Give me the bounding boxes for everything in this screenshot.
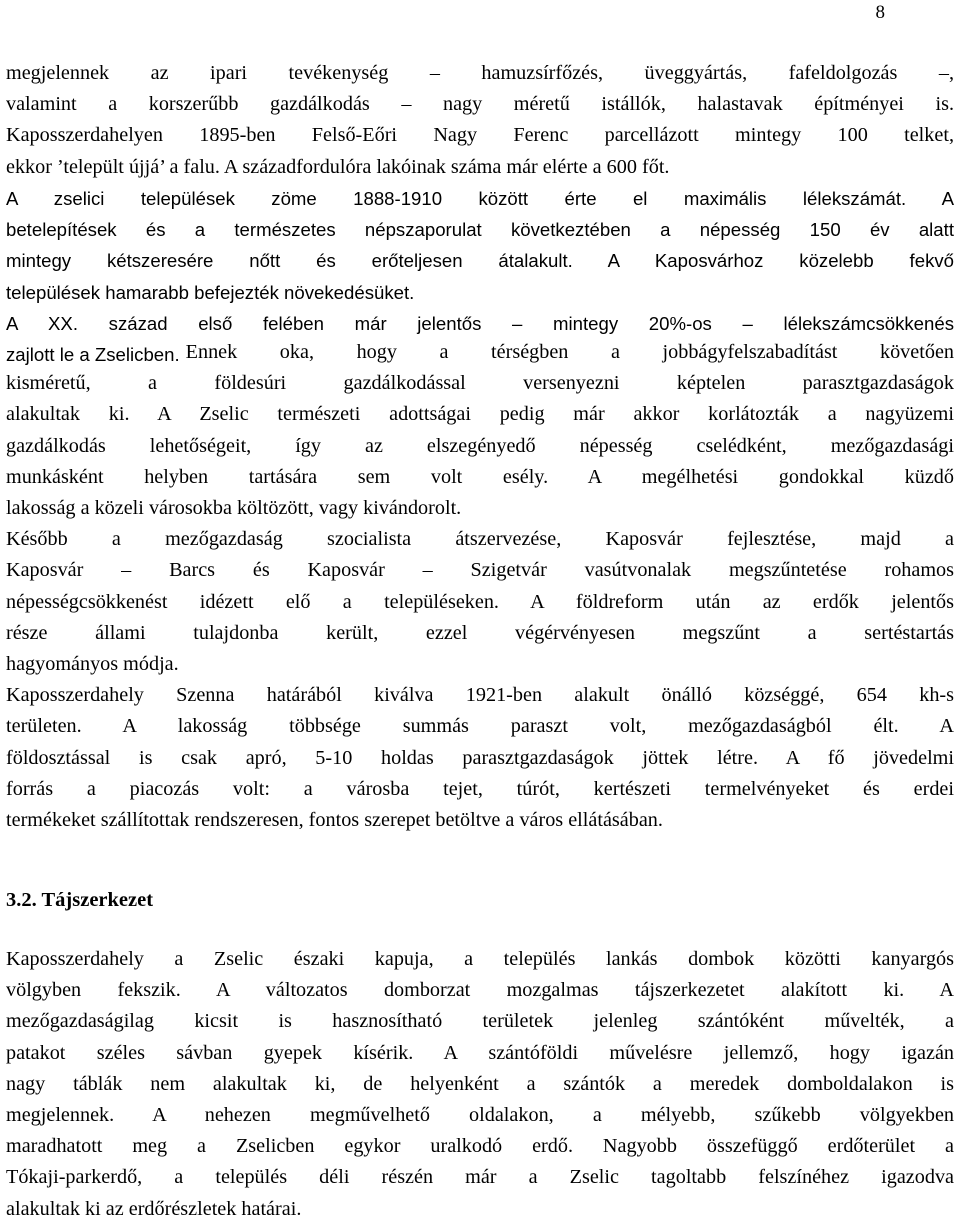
page-number: 8 (875, 2, 885, 23)
text-line: hagyományos módja. (6, 653, 179, 676)
text-line: maradhatott meg a Zselicben egykor uralkodó erdő. Nagyobb összefüggő erdőterület a (6, 1135, 954, 1158)
text-line: A zselici települések zöme 1888-1910 között érte el maximális lélekszámát. A (6, 188, 954, 209)
text-line: Később a mezőgazdaság szocialista átszervezése, Kaposvár fejlesztése, majd a (6, 528, 954, 551)
paragraph-decline (6, 337, 954, 836)
text-line: része állami tulajdonba került, ezzel végérvényesen megszűnt a sertéstartás (6, 621, 954, 644)
text-line: alakultak ki. A Zselic természeti adottságai pedig már akkor korlátozták a nagyüzemi (6, 403, 954, 426)
text-line: forrás a piacozás volt: a városba tejet, túrót, kertészeti termelvényeket és erdei (6, 777, 954, 800)
text-line: megjelennek. A nehezen megművelhető oldalakon, a mélyebb, szűkebb völgyekben (6, 1104, 954, 1127)
section-heading: 3.2. Tájszerkezet (6, 889, 154, 911)
text-line: megjelennek az ipari tevékenység – hamuzsírfőzés, üveggyártás, fafeldolgozás –, (6, 62, 954, 84)
text-line: termékeket szállítottak rendszeresen, fontos szerepet betöltve a város ellátásában. (6, 809, 663, 832)
text-line: földosztással is csak apró, 5-10 holdas parasztgazdaságok jöttek létre. A fő jövedelmi (6, 746, 954, 769)
text-line: népességcsökkenést idézett elő a településeken. A földreform után az erdők jelentős (6, 590, 954, 613)
text-line: betelepítések és a természetes népszaporulat következtében a népesség 150 év alatt (6, 219, 954, 241)
text-line: ekkor ’települt újjá’ a falu. A századfordulóra lakóinak száma már elérte a 600 főt. (6, 155, 670, 178)
paragraph-landscape (6, 944, 954, 1225)
text-line: Kaposszerdahely a Zselic északi kapuja, a település lankás dombok közötti kanyargós (6, 948, 954, 970)
text-line: gazdálkodás lehetőségeit, így az elszegényedő népesség cselédként, mezőgazdasági (6, 434, 954, 457)
text-line: alakultak ki az erdőrészletek határai. (6, 1197, 302, 1220)
text-line: kisméretű, a földesúri gazdálkodással versenyezni képtelen parasztgazdaságok (6, 372, 954, 395)
text-line: települések hamarabb befejezték növekedésüket. (6, 281, 415, 303)
text-line: lakosság a közeli városokba költözött, vagy kivándorolt. (6, 497, 462, 520)
text-line: nagy táblák nem alakultak ki, de helyenként a szántók a meredek domboldalakon is (6, 1072, 954, 1095)
text-line: Kaposszerdahelyen 1895-ben Felső-Eőri Nagy Ferenc parcellázott mintegy 100 telket, (6, 124, 954, 147)
text-line: mezőgazdaságilag kicsit is hasznosítható területek jelenleg szántóként művelték, a (6, 1010, 954, 1033)
text-line: mintegy kétszeresére nőtt és erőteljesen átalakult. A Kaposvárhoz közelebb fekvő (6, 250, 954, 272)
text-line: valamint a korszerűbb gazdálkodás – nagy méretű istállók, halastavak építményei is. (6, 93, 954, 116)
text-line: völgyben fekszik. A változatos domborzat mozgalmas tájszerkezetet alakított ki. A (6, 979, 954, 1002)
text-line: patakot széles sávban gyepek kísérik. A szántóföldi művelésre jellemző, hogy igazán (6, 1041, 954, 1064)
text-line: Kaposvár – Barcs és Kaposvár – Szigetvár vasútvonalak megszűntetése rohamos (6, 559, 954, 582)
text-line: Ennek oka, hogy a térségben a jobbágyfelszabadítást követően (185, 341, 954, 364)
text-line: zajlott le a Zselicben. (6, 344, 180, 366)
text-line: A XX. század első felében már jelentős – mintegy 20%-os – lélekszámcsökkenés (6, 312, 954, 334)
text-line: munkásként helyben tartására sem volt esély. A megélhetési gondokkal küzdő (6, 465, 954, 488)
text-line: területen. A lakosság többsége summás paraszt volt, mezőgazdaságból élt. A (6, 715, 954, 738)
text-line: Tókaji-parkerdő, a település déli részén már a Zselic tagoltabb felszínéhez igazodva (6, 1166, 954, 1189)
paragraph-intro (6, 58, 954, 183)
text-line: Kaposszerdahely Szenna határából kiválva 1921-ben alakult önálló községgé, 654 kh-s (6, 684, 954, 707)
